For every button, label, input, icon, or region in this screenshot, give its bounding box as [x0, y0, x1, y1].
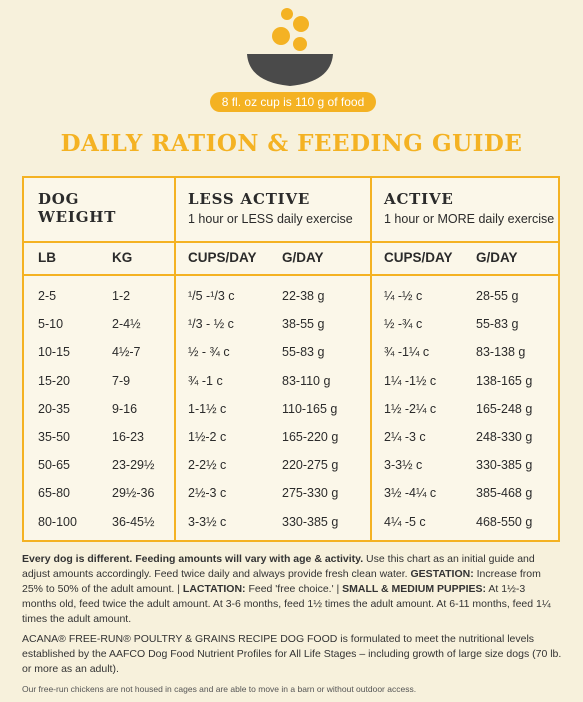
col-active-cups-cell: ¾ -1¼ c: [384, 345, 430, 360]
col-less-cups-cell: ¾ -1 c: [188, 373, 223, 388]
notes-paragraph-3: Our free-run chickens are not housed in cages and are able to move in a barn or without outdoor access.: [22, 684, 417, 694]
col-kg-header: KG: [112, 250, 133, 265]
bowl-icon: [235, 6, 345, 92]
col-less-grams-cell: 83-110 g: [282, 373, 331, 388]
col-less-cups-header: CUPS/DAY: [188, 250, 257, 265]
col-less-grams-cell: 275-330 g: [282, 486, 339, 501]
col-less-cups-cell: ½ - ¾ c: [188, 345, 230, 360]
col-active-grams-cell: 83-138 g: [476, 345, 526, 360]
col-active-grams-cell: 330-385 g: [476, 458, 533, 473]
col-kg-cell: 2-4½: [112, 317, 141, 332]
col-kg-cell: 23-29½: [112, 458, 155, 473]
col-kg-cell: 7-9: [112, 373, 131, 388]
col-less-grams-cell: 330-385 g: [282, 514, 339, 529]
col-less-cups-cell: ¹/5 -¹/3 c: [188, 289, 235, 303]
col-lb-cell: 35-50: [38, 430, 70, 444]
col-kg-cell: 4½-7: [112, 345, 141, 360]
col-less-grams-cell: 22-38 g: [282, 289, 325, 303]
col-active-cups-cell: 3½ -4¼ c: [384, 486, 437, 501]
dog-weight-header: DOG WEIGHT: [38, 190, 117, 226]
active-subtitle: 1 hour or MORE daily exercise: [384, 212, 555, 226]
col-less-cups-cell: ¹/3 - ½ c: [188, 317, 234, 332]
feeding-notes: [22, 552, 562, 702]
notes-paragraph-1: Every dog is different. Feeding amounts will vary with age & activity. Use this chart as an initial guide and adjust amounts accordingly. Feed twice daily and always provide fresh clean water. GESTATION: Increase from 25% to 50% of the adult amount. | LACTATION: Feed 'free choice.' | SMALL & MEDIUM PUPPIES: At 1½-3 months old, feed twice the adult amount. At 3-6 months, feed 1½ times the adult amount. At 6-11 months, feed 1¼ times the adult amount.: [22, 553, 551, 625]
col-less-cups-cell: 3-3½ c: [188, 514, 227, 529]
col-less-cups-cell: 1½-2 c: [188, 430, 227, 444]
col-lb-header: LB: [38, 250, 56, 265]
col-lb-cell: 2-5: [38, 289, 57, 303]
col-kg-cell: 16-23: [112, 430, 144, 444]
col-lb-cell: 10-15: [38, 345, 70, 360]
col-less-grams-cell: 220-275 g: [282, 458, 339, 473]
col-active-cups-cell: 2¼ -3 c: [384, 430, 426, 444]
col-active-grams-cell: 55-83 g: [476, 317, 519, 332]
header-graphic: [0, 0, 583, 120]
less-active-title: LESS ACTIVE: [188, 190, 311, 208]
cup-size-badge: 8 fl. oz cup is 110 g of food: [210, 92, 376, 112]
col-active-grams-cell: 468-550 g: [476, 514, 533, 529]
food-ball-icon: [293, 16, 309, 32]
col-active-cups-cell: ¼ -½ c: [384, 289, 423, 303]
col-active-cups-cell: ½ -¾ c: [384, 317, 423, 332]
col-kg-cell: 1-2: [112, 289, 131, 303]
col-less-cups-cell: 2½-3 c: [188, 486, 227, 501]
col-active-grams-cell: 28-55 g: [476, 289, 519, 303]
col-lb-cell: 65-80: [38, 486, 70, 501]
col-kg-cell: 9-16: [112, 401, 138, 416]
col-active-cups-cell: 1¼ -1½ c: [384, 373, 437, 388]
col-lb-cell: 15-20: [38, 373, 70, 388]
col-active-cups-cell: 3-3½ c: [384, 458, 423, 473]
col-lb-cell: 50-65: [38, 458, 70, 473]
col-less-grams-header: G/DAY: [282, 250, 324, 265]
col-kg-cell: 29½-36: [112, 486, 155, 501]
col-active-grams-cell: 138-165 g: [476, 373, 533, 388]
feeding-table: [22, 176, 560, 542]
col-less-grams-cell: 38-55 g: [282, 317, 325, 332]
col-active-grams-cell: 385-468 g: [476, 486, 533, 501]
col-active-cups-cell: 4¼ -5 c: [384, 514, 426, 529]
col-less-grams-cell: 165-220 g: [282, 430, 339, 444]
col-less-grams-cell: 110-165 g: [282, 401, 338, 416]
food-ball-icon: [293, 37, 307, 51]
food-ball-icon: [272, 27, 290, 45]
col-active-grams-cell: 165-248 g: [476, 401, 533, 416]
food-ball-icon: [281, 8, 293, 20]
col-kg-cell: 36-45½: [112, 514, 155, 529]
col-lb-cell: 20-35: [38, 401, 70, 416]
active-title: ACTIVE: [384, 190, 454, 208]
col-active-cups-header: CUPS/DAY: [384, 250, 453, 265]
col-less-cups-cell: 2-2½ c: [188, 458, 227, 473]
notes-paragraph-2: ACANA® FREE-RUN® POULTRY & GRAINS RECIPE DOG FOOD is formulated to meet the nutritional levels established by the AAFCO Dog Food Nutrient Profiles for All Life Stages – including growth of large size dogs (70 lb. or more as an adult).: [22, 633, 562, 675]
col-active-grams-header: G/DAY: [476, 250, 518, 265]
page-title: DAILY RATION & FEEDING GUIDE: [60, 130, 523, 157]
col-less-cups-cell: 1-1½ c: [188, 401, 227, 416]
col-active-cups-cell: 1½ -2¼ c: [384, 401, 437, 416]
less-active-subtitle: 1 hour or LESS daily exercise: [188, 212, 353, 226]
col-lb-cell: 80-100: [38, 514, 77, 529]
col-lb-cell: 5-10: [38, 317, 64, 332]
col-less-grams-cell: 55-83 g: [282, 345, 325, 360]
col-active-grams-cell: 248-330 g: [476, 430, 533, 444]
